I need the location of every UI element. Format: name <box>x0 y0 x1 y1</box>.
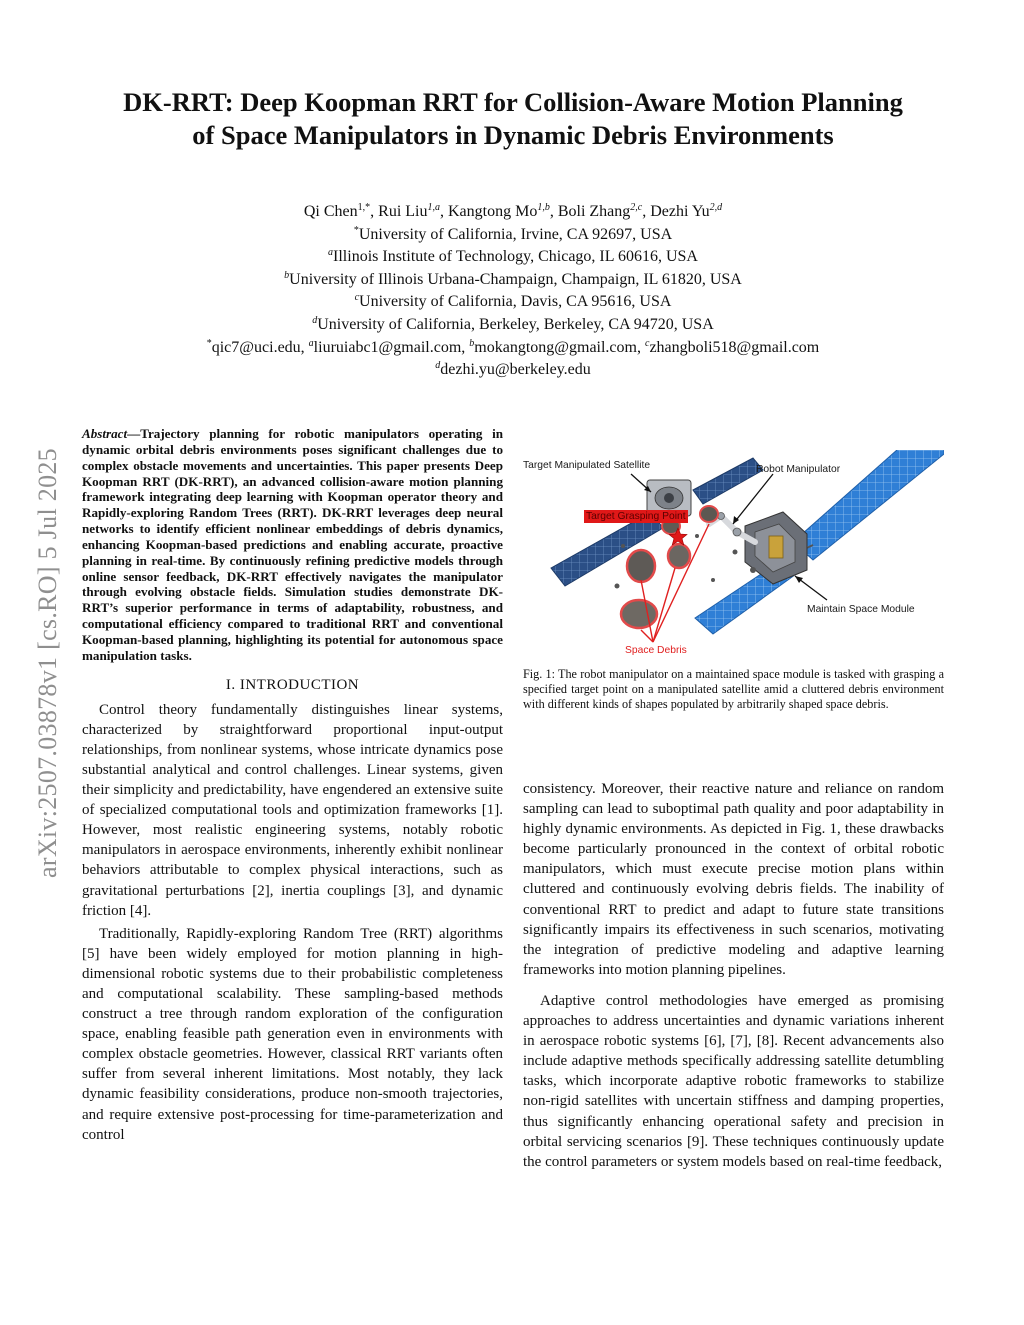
title-line-1: DK-RRT: Deep Koopman RRT for Collision-Aware Motion Planning <box>123 87 903 117</box>
small-debris <box>711 578 715 582</box>
email-mark: b <box>469 337 475 349</box>
author-superscript: 1,b <box>537 202 550 213</box>
author-superscript: 2,d <box>709 202 723 213</box>
satellite-solar-panel <box>693 458 763 504</box>
affiliation <box>80 246 946 269</box>
body-paragraph: Adaptive control methodologies have emerged as promising approaches to address uncertainties and dynamic variations inherent in aerospace robotic systems [6], [7], [8]. Recent advancements also include adaptive methods specifically addressing satellite detumbling tasks, which incorporate adaptive robotic frameworks to stabilize non-rigid satellites with uncertain stiffness and damping properties, thus significantly enhancing operational safety and precision in orbital servicing scenarios [9]. These techniques continuously update the control parameters or system models based on real-time feedback, <box>523 992 944 1170</box>
email-mark: d <box>435 360 441 372</box>
affiliation-text: University of California, Davis, CA 95616, USA <box>359 293 672 311</box>
affiliation-mark: c <box>354 292 360 304</box>
figure-caption: Fig. 1: The robot manipulator on a maintained space module is tasked with grasping a specified target point on a manipulated satellite amid a cluttered debris environment with different kinds of shapes populated by arbitrarily shaped space debris. <box>523 667 944 712</box>
space-debris <box>700 506 718 522</box>
abstract <box>82 426 503 664</box>
satellite-nozzle <box>664 493 674 503</box>
module-gold-foil <box>769 536 783 558</box>
section-heading: I. INTRODUCTION <box>225 676 360 693</box>
author-superscript: 1,a <box>427 202 440 213</box>
small-debris <box>750 567 756 573</box>
small-debris <box>733 550 738 555</box>
author-name: Rui Liu <box>378 203 428 220</box>
debris-arrow <box>653 568 675 642</box>
body-paragraph: consistency. Moreover, their reactive nature and reliance on random sampling can lead to suboptimal path quality and poor adaptability in highly dynamic environments. As depicted in Fig. 1, these drawbacks become particularly pronounced in the context of orbital robotic manipulators, which must execute precise motion plans within cluttered and continuously evolving debris fields. The inability of conventional RRT to predict and adapt to future state transitions significantly impairs its effectiveness in such scenarios, motivating the integration of predictive modeling and adaptive learning frameworks into motion planning pipelines. <box>523 781 944 978</box>
email-mark: * <box>206 337 212 349</box>
small-debris <box>695 534 699 538</box>
small-debris <box>621 544 625 548</box>
email-list-last <box>80 359 946 382</box>
body-paragraph: Control theory fundamentally distinguishes linear systems, characterized by straightforward proportional input-output relationships, from nonlinear systems, whose intricate dynamics pose substantial analytical and control challenges. Linear systems, given their simplicity and predictability, have engendered an extensive suite of specialized computational tools and optimization frameworks [1]. However, most realistic engineering systems, notably robotic manipulators in aerospace environments, inherently exhibit nonlinear behaviors attributable to complex physical interactions, such as gravitational perturbations [2], inertia couplings [3], and dynamic friction [4]. <box>82 701 503 919</box>
left-column <box>82 426 503 1145</box>
arm-joint <box>733 528 741 536</box>
affiliation-mark: a <box>328 247 334 259</box>
body-paragraph: Traditionally, Rapidly-exploring Random Tree (RRT) algorithms [5] have been widely employed for motion planning in high-dimensional robotic systems due to their probabilistic completeness and computational scalability. These sampling-based methods construct a tree through random exploration of the configuration space, enabling feasible path generation even in environments with complex obstacle geometries. However, classical RRT variants often suffer from several inherent limitations. Most notably, they lack dynamic feasibility considerations, produce non-smooth trajectories, and require extensive post-processing for time-parameterization and control <box>82 925 503 1143</box>
label-robot-manipulator: Robot Manipulator <box>756 464 841 475</box>
affiliation <box>80 314 946 337</box>
label-space-module: Maintain Space Module <box>807 604 915 615</box>
author-list: Qi Chen$^{1,*}$, Rui Liu$^{1,a}$, Kangtong Mo$^{1,b}$, Boli Zhang$^{2,c}$, Dezhi Yu$^{2,d}$ <box>303 202 723 220</box>
email[interactable]: zhangboli518@gmail.com <box>649 338 820 356</box>
space-debris <box>668 544 690 568</box>
author-superscript: 2,c <box>630 202 643 213</box>
right-column <box>523 779 944 1172</box>
email[interactable]: liuruiabc1@gmail.com, <box>313 338 470 356</box>
small-debris <box>615 584 620 589</box>
affiliation <box>80 269 946 292</box>
figure-1 <box>523 450 944 662</box>
author-name: Dezhi Yu <box>650 203 710 220</box>
abstract-label: Abstract <box>82 426 128 441</box>
affiliation-text: Illinois Institute of Technology, Chicago, IL 60616, USA <box>333 248 698 266</box>
email[interactable]: qic7@uci.edu, <box>211 338 309 356</box>
affiliation-mark: d <box>312 314 318 326</box>
space-debris <box>627 550 655 582</box>
paper-title <box>80 86 946 152</box>
label-grasping-point: Target Grasping Point <box>586 511 686 522</box>
author-name: Kangtong Mo <box>448 203 538 220</box>
email-mark: a <box>308 337 314 349</box>
affiliation-mark: b <box>284 269 290 281</box>
affiliation-mark: * <box>353 224 359 236</box>
author-name: Qi Chen <box>303 203 358 220</box>
email-mark: c <box>644 337 650 349</box>
space-debris <box>621 600 657 628</box>
title-line-2: of Space Manipulators in Dynamic Debris Environments <box>192 120 834 150</box>
author-block <box>80 201 946 382</box>
affiliation-text: University of Illinois Urbana-Champaign, Champaign, IL 61820, USA <box>289 270 742 288</box>
email-list <box>80 337 946 360</box>
affiliation-text: University of California, Berkeley, Berkeley, CA 94720, USA <box>317 315 714 333</box>
label-target-satellite: Target Manipulated Satellite <box>523 460 651 471</box>
affiliation <box>80 291 946 314</box>
arxiv-identifier[interactable]: arXiv:2507.03878v1 [cs.RO] 5 Jul 2025 <box>33 448 62 878</box>
figure-illustration <box>523 450 944 662</box>
affiliation-text: University of California, Irvine, CA 92697, USA <box>358 225 673 243</box>
arrowhead <box>795 576 803 583</box>
author-superscript: 1,* <box>357 202 371 213</box>
email[interactable]: mokangtong@gmail.com, <box>474 338 645 356</box>
abstract-text: —Trajectory planning for robotic manipulators operating in dynamic orbital debris environments poses significant challenges due to complex obstacle movements and uncertainties. This paper presents Deep Koopman RRT (DK-RRT), an advanced collision-aware motion planning framework integrating deep learning with Koopman operator theory and Rapidly-exploring Random Trees (RRT). DK-RRT leverages deep neural networks to identify efficient nonlinear embeddings of debris dynamics, enhancing Koopman-based predictions and enabling accurate, proactive planning in real-time. By continuously refining predictive models through online sensor feedback, DK-RRT effectively navigates the manipulator through evolving obstacle fields. Simulation studies demonstrate DK-RRT’s superior performance in terms of adaptability, robustness, and computational efficiency compared to traditional RRT and conventional Koopman-based planning, highlighting its potential for autonomous space manipulation tasks. <box>82 426 503 663</box>
author-name: Boli Zhang <box>557 203 631 220</box>
label-space-debris: Space Debris <box>625 645 687 656</box>
affiliation <box>80 224 946 247</box>
email[interactable]: dezhi.yu@berkeley.edu <box>440 361 591 379</box>
